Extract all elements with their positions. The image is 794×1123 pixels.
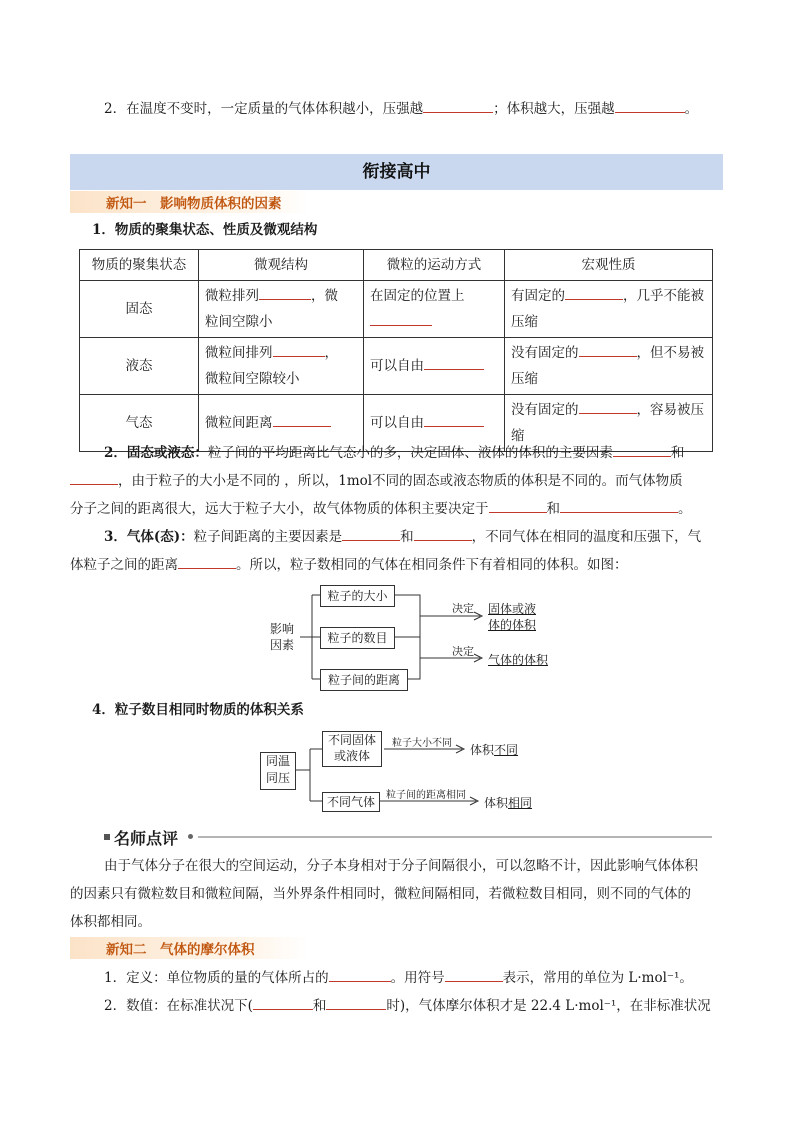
cell-text: 粒间空隙小 [205, 314, 273, 330]
diagram-2-box-solid-liquid: 不同固体 或液体 [322, 731, 382, 767]
review-title: 名师点评 [114, 829, 179, 848]
cell-text: ，但不易被 [636, 345, 704, 361]
section-title: 衔接高中 [362, 162, 431, 182]
diagram-2-label-1: 粒子大小不同 [392, 738, 452, 749]
p2-text: 和 [670, 445, 685, 461]
topic-tag-2 [70, 937, 308, 959]
diagram-1-decide-1: 决定 [452, 602, 474, 615]
cell-text: 没有固定的 [511, 402, 579, 418]
q2-text-3: 。 [684, 101, 699, 117]
topic-tag-1-text: 新知一 影响物质体积的因素 [106, 196, 282, 212]
diagram-2-label-2: 粒子间的距离相同 [386, 790, 466, 801]
state-cell: 液态 [80, 338, 199, 395]
review-square-icon [104, 834, 110, 840]
cell-text: 缩 [511, 428, 525, 444]
table-header: 微粒的运动方式 [364, 250, 505, 281]
result-emphasis: 相同 [508, 796, 533, 810]
p2-text: 和 [546, 501, 560, 517]
p2-text: 。 [678, 501, 692, 517]
diagram-1-box-size: 粒子的大小 [320, 585, 395, 607]
result-text: 体积 [484, 796, 509, 810]
diagram-2-result-2 [484, 794, 532, 811]
item-4-title: 4．粒子数目相同时物质的体积关系 [92, 702, 304, 718]
state-cell: 固态 [80, 281, 199, 338]
definition-text: 。用符号 [390, 970, 445, 986]
review-divider [198, 836, 712, 838]
cell-text: ，几乎不能被 [623, 288, 704, 304]
diagram-1-decide-2: 决定 [452, 645, 474, 658]
cell-text: 压缩 [511, 371, 538, 387]
cell-text: 微粒排列 [205, 288, 259, 304]
cell-text: 可以自由 [370, 415, 424, 431]
definition-text: 表示，常用的单位为 L·mol⁻¹。 [502, 970, 693, 986]
cell-text: 在固定的位置上 [370, 288, 465, 304]
p2-text: 分子之间的距离很大，远大于粒子大小，故气体物质的体积主要决定于 [70, 501, 489, 517]
p2-label: 2．固态或液态： [104, 445, 208, 461]
p3-text: 粒子间距离的主要因素是 [193, 529, 343, 545]
review-dot-icon [188, 834, 193, 839]
cell-text: 有固定的 [511, 288, 565, 304]
p3-text: ，不同气体在相同的温度和压强下，气 [471, 529, 702, 545]
review-title-bar [104, 826, 714, 848]
cell-text: ，微 [311, 288, 338, 304]
q2-text-2: ；体积越大，压强越 [493, 101, 615, 117]
diagram-1-box-number: 粒子的数目 [320, 627, 395, 649]
cell-text: 微粒间空隙较小 [205, 371, 300, 387]
table-header: 物质的聚集状态 [80, 250, 199, 281]
p3-text: 体粒子之间的距离 [70, 557, 178, 573]
diagram-1-result-2: 气体的体积 [488, 653, 549, 667]
review-line: 的因素只有微粒数目和微粒间隔，当外界条件相同时，微粒间隔相同，若微粒数目相同，则不同的气体的 [70, 886, 691, 902]
p3-label: 3．气体(态)： [104, 529, 194, 545]
q2-text-1: 2．在温度不变时，一定质量的气体体积越小，压强越 [104, 101, 424, 117]
result-emphasis: 不同 [494, 743, 519, 757]
diagram-1-result-1: 固体或液 体的体积 [488, 602, 537, 632]
answer-blank[interactable] [445, 967, 503, 982]
value-text: 和 [312, 998, 327, 1014]
cell-text: 微粒间距离 [205, 415, 273, 431]
table-header: 宏观性质 [505, 250, 713, 281]
answer-blank[interactable] [326, 995, 386, 1010]
cell-text: ， [324, 345, 338, 361]
p3-text: 和 [400, 529, 414, 545]
diagram-2-condition-box: 同温 同压 [260, 752, 296, 790]
review-body [70, 852, 724, 936]
cell-text: 压缩 [511, 314, 538, 330]
cell-text: 可以自由 [370, 358, 424, 374]
cell-text: ，容易被压 [636, 402, 704, 418]
answer-blank[interactable] [329, 967, 391, 982]
table-header: 微观结构 [199, 250, 364, 281]
value-text: 2．数值：在标准状况下( [104, 998, 253, 1014]
definition-text: 1．定义：单位物质的量的气体所占的 [104, 970, 329, 986]
cell-text: 微粒间排列 [205, 345, 273, 361]
definition-line [104, 967, 693, 988]
item-1-title: 1．物质的聚集状态、性质及微观结构 [92, 222, 318, 238]
value-text: 时)，气体摩尔体积才是 22.4 L·mol⁻¹，在非标准状况 [386, 998, 711, 1014]
p2-text: ，由于粒子的大小是不同的 ，所以，1mol不同的固态或液态物质的体积是不同的。而气体物质 [118, 473, 683, 489]
review-line: 体积都相同。 [70, 914, 151, 930]
cell-text: 没有固定的 [511, 345, 579, 361]
diagram-2-result-1 [470, 741, 518, 758]
diagram-1-box-distance: 粒子间的距离 [320, 669, 408, 691]
result-text: 体积 [470, 743, 495, 757]
state-cell: 气态 [80, 395, 199, 452]
value-line [104, 995, 711, 1016]
p2-text: 粒子间的平均距离比气态小的多，决定固体、液体的体积的主要因素 [207, 445, 613, 461]
topic-tag-2-text: 新知二 气体的摩尔体积 [106, 942, 255, 958]
diagram-2-box-gas: 不同气体 [322, 792, 380, 812]
review-line: 由于气体分子在很大的空间运动，分子本身相对于分子间隔很小，可以忽略不计，因此影响气体体积 [104, 858, 698, 874]
answer-blank[interactable] [253, 995, 313, 1010]
p3-text: 。所以，粒子数相同的气体在相同条件下有着相同的体积。如图： [236, 557, 628, 573]
diagram-1-factors-label: 影响 因素 [269, 622, 294, 652]
